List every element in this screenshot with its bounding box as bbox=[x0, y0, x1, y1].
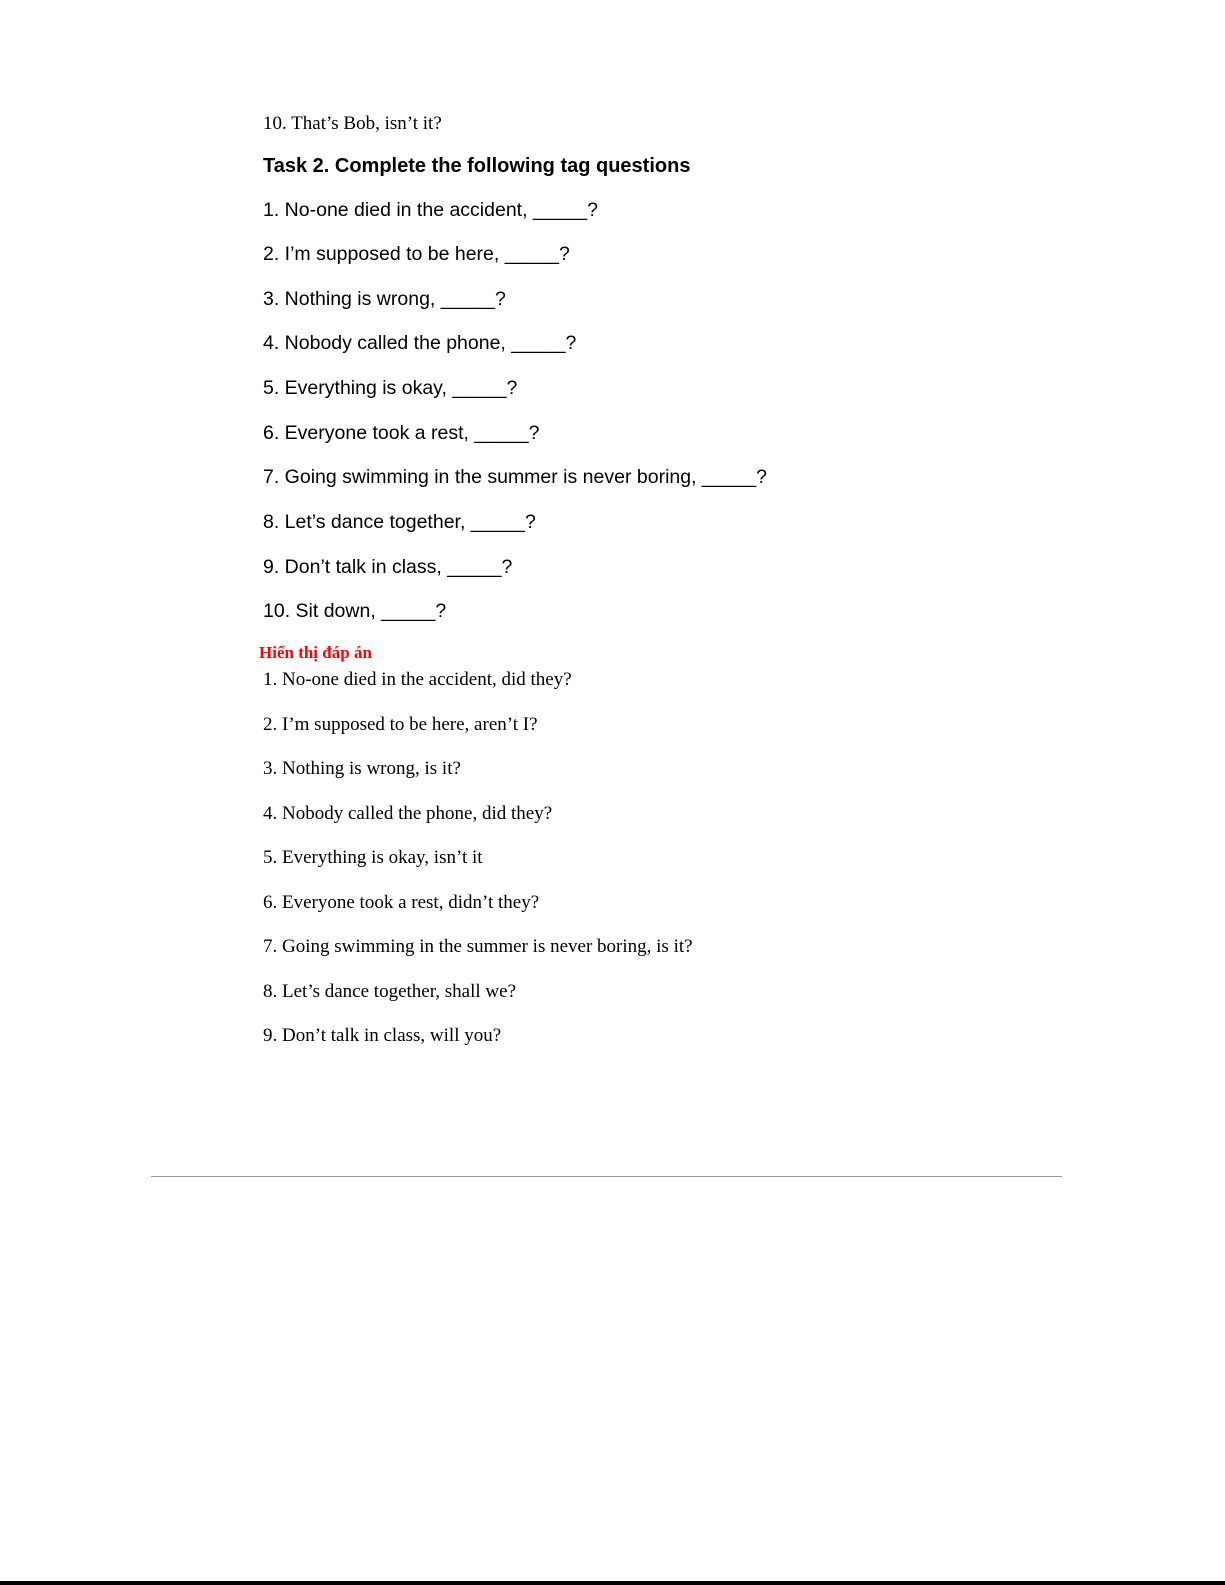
previous-task-item: 10. That’s Bob, isn’t it? bbox=[263, 113, 442, 134]
question-item: 7. Going swimming in the summer is never boring, _____? bbox=[263, 466, 767, 488]
question-item: 3. Nothing is wrong, _____? bbox=[263, 288, 506, 310]
question-item: 1. No-one died in the accident, _____? bbox=[263, 199, 598, 221]
page-divider bbox=[151, 1176, 1062, 1177]
bottom-border bbox=[0, 1581, 1225, 1585]
answer-item: 2. I’m supposed to be here, aren’t I? bbox=[263, 714, 538, 735]
show-answer-link[interactable]: Hiển thị đáp án bbox=[259, 643, 372, 662]
answer-item: 8. Let’s dance together, shall we? bbox=[263, 981, 517, 1002]
question-item: 2. I’m supposed to be here, _____? bbox=[263, 243, 570, 265]
question-item: 9. Don’t talk in class, _____? bbox=[263, 556, 513, 578]
question-item: 6. Everyone took a rest, _____? bbox=[263, 422, 540, 444]
question-item: 10. Sit down, _____? bbox=[263, 600, 447, 622]
answer-item: 3. Nothing is wrong, is it? bbox=[263, 758, 461, 779]
question-item: 8. Let’s dance together, _____? bbox=[263, 511, 536, 533]
answer-item: 5. Everything is okay, isn’t it bbox=[263, 847, 483, 868]
answer-item: 9. Don’t talk in class, will you? bbox=[263, 1025, 502, 1046]
answer-item: 7. Going swimming in the summer is never boring, is it? bbox=[263, 936, 693, 957]
answer-item: 6. Everyone took a rest, didn’t they? bbox=[263, 892, 540, 913]
task2-heading: Task 2. Complete the following tag questions bbox=[263, 155, 691, 177]
question-item: 4. Nobody called the phone, _____? bbox=[263, 332, 577, 354]
question-item: 5. Everything is okay, _____? bbox=[263, 377, 518, 399]
answer-item: 4. Nobody called the phone, did they? bbox=[263, 803, 553, 824]
answer-item: 1. No-one died in the accident, did they? bbox=[263, 669, 572, 690]
